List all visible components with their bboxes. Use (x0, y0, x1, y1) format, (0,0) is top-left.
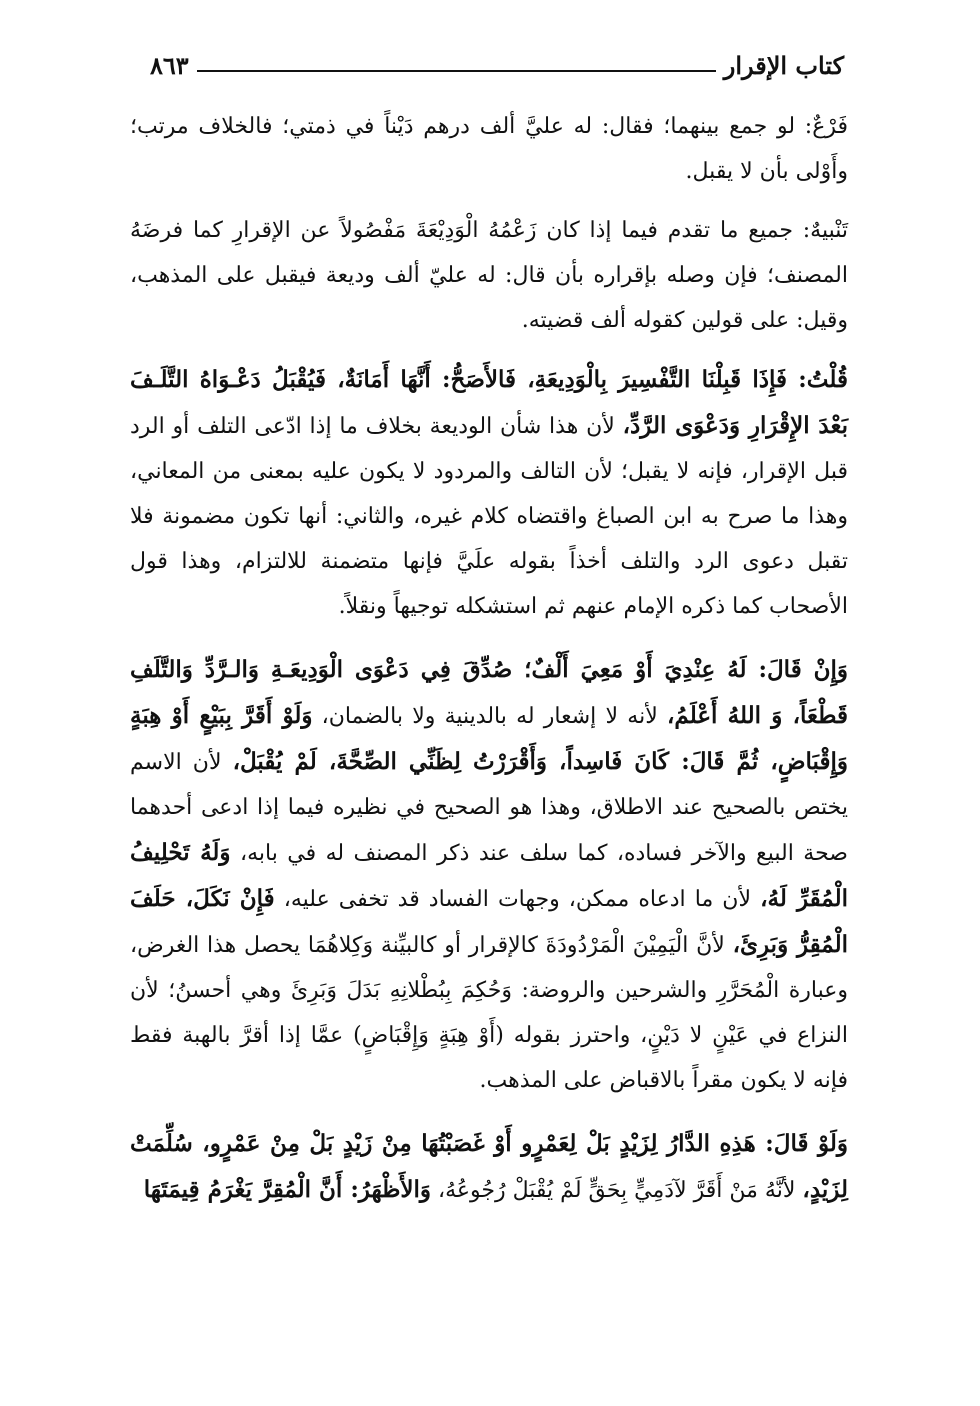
chapter-title: كتاب الإقرار (723, 51, 844, 80)
matn-text: وَلَوْ أَقَرَّ بِبَيْعٍ أَوْ هِبَةٍ وَإِقْبَاضٍ، ثُمَّ قَالَ: كَانَ فَاسِداً، وَأَقْرَرْتُ لِظَنِّي الصِّحَّةَ، لَمْ يُقْبَلْ، (130, 702, 848, 775)
commentary-text: لأنَّ الْيَمِيْنَ الْمَرْدُودَةَ كالإقرار أو كالبيِّنة وَكِلاهُمَا يحصل هذا الغرض، وعبارة الْمُحَرَّرِ والشرحين والروضة: وَحُكِمَ بِبُطْلانِهِ بَدَلَ وَبَرِئَ وهي أحسنُ؛ لأن النزاع في عَيْنٍ لا دَيْنٍ، واحترز بقوله (أَوْ هِبَةٍ وَإِقْبَاضٍ) عمَّا إذا أقرَّ بالهبة فقط فإنه لا يكون مقراً بالاقباض على المذهب. (130, 933, 848, 1093)
matn-text: وَالأَظْهَرُ: أَنَّ الْمُقِرَّ يَغْرَمُ قِيمَتَهَا (143, 1176, 432, 1203)
commentary-text: فَرْعٌ: لو جمع بينهما؛ فقال: له عليَّ ألف درهم دَيْناً في ذمتي؛ فالخلاف مرتب؛ وأَوْلى بأن لا يقبل. (130, 114, 848, 184)
commentary-text: تَنْبيهٌ: جميع ما تقدم فيما إذا كان زَعْمُهُ الْوَدِيْعَةَ مَفْصُولاً عن الإقرارِ كما فرضَهُ المصنف؛ فإن وصله بإقراره بأن قال: له عليّ ألف وديعة فيقبل على المذهب، وقيل: على قولين كقوله ألف قضيته. (130, 218, 848, 333)
page-number: ٨٦٣ (150, 51, 189, 80)
page-header (140, 36, 850, 80)
matn-text: وَلَوْ قَالَ: هَذِهِ الدَّارُ لِزَيْدٍ بَلْ لِعَمْرٍو أَوْ غَصَبْتُهَا مِنْ زَيْدٍ بَلْ مِنْ عَمْرٍو، سُلِّمَتْ لِزَيْدٍ، (130, 1130, 848, 1203)
matn-text: فَإِنْ نَكَلَ، حَلَفَ الْمُقِرُّ وَبَرِئَ، (130, 885, 848, 958)
commentary-text: لأنه لا إشعار له بالدينية ولا بالضمان، (312, 704, 667, 729)
matn-text: وَإِنْ قَالَ: لَهُ عِنْدِيَ أَوْ مَعِيَ أَلْفٌ؛ صُدِّقَ فِي دَعْوَى الْوَدِيعَـةِ وَالـرَّدِّ وَالتَّلَفِ قَطْعَاً، وَ اللهُ أَعْلَمُ، (130, 656, 848, 729)
commentary-text: لأن ما ادعاه ممكن، وجهات الفساد قد تخفى عليه، (274, 887, 761, 912)
commentary-text: لأن الاسم يختص بالصحيح عند الاطلاق، وهذا هو الصحيح في نظيره فيما إذا ادعى أحدهما صحة البيع والآخر فساده، كما سلف عند ذكر المصنف له في بابه، (130, 750, 848, 866)
paragraph-in-qala (130, 647, 848, 1103)
commentary-text: لأنَّهُ مَنْ أَقَرَّ لآدَمِيٍّ بِحَقٍّ لَمْ يُقْبَلْ رُجُوعُهُ، (431, 1178, 803, 1203)
paragraph-law-qala (130, 1121, 848, 1213)
paragraph-qultu (130, 357, 848, 629)
commentary-text: لأن هذا شأن الوديعة بخلاف ما إذا ادّعى التلف أو الرد قبل الإقرار، فإنه لا يقبل؛ لأن التالف والمردود لا يكون عليه بمعنى من المعاني، وهذا ما صرح به ابن الصباغ واقتضاه كلام غيره، والثاني: أنها تكون مضمونة فلا تقبل دعوى الرد والتلف أخذاً بقوله علَيَّ فإنها متضمنة للالتزام، وهذا قول الأصحاب كما ذكره الإمام عنهم ثم استشكله توجيهاً ونقلاً. (130, 414, 848, 619)
header-rule (197, 70, 716, 72)
page-body (130, 104, 848, 1227)
paragraph-far (130, 104, 848, 194)
matn-text: وَلَهُ تَحْلِيفُ الْمُقَرِّ لَهُ، (130, 839, 848, 912)
paragraph-tanbih (130, 208, 848, 343)
matn-text: قُلْتُ: فَإِذَا قَبِلْنَا التَّفْسِيرَ بِالْوَدِيعَةِ، فَالأَصَحُّ: أَنَّهَا أَمَانَةٌ، فَيُقْبَلُ دَعْـوَاهُ التَّلَـفَ بَعْدَ الإِقْرَارِ وَدَعْوَى الرَّدِّ، (130, 366, 848, 439)
